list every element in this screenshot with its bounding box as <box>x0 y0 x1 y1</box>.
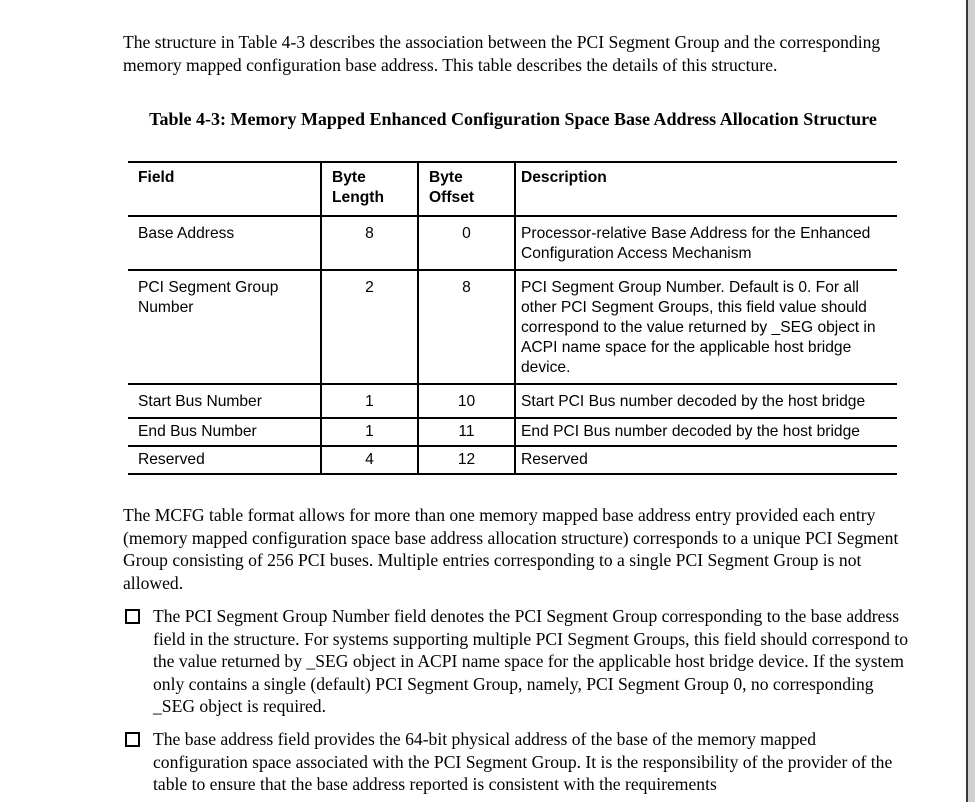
cell-length: 1 <box>321 418 418 446</box>
cell-length: 8 <box>321 216 418 270</box>
cell-length: 4 <box>321 446 418 474</box>
cell-length: 2 <box>321 270 418 384</box>
cell-description: Reserved <box>515 446 897 474</box>
page-edge-border <box>966 0 968 802</box>
cell-description: End PCI Bus number decoded by the host bridge <box>515 418 897 446</box>
cell-offset: 12 <box>418 446 515 474</box>
viewer-scrollbar-track[interactable] <box>968 0 975 802</box>
mcfg-paragraph: The MCFG table format allows for more than one memory mapped base address entry provided each entry (memory mapped configuration space base address allocation structure) corresponds to a unique PCI Segment Group consisting of 256 PCI buses. Multiple entries corresponding to a single PCI Segment Group is not allowed. <box>123 505 899 593</box>
header-byte-length: Byte Length <box>321 162 418 216</box>
intro-paragraph: The structure in Table 4-3 describes the association between the PCI Segment Group and the corresponding memory mapped configuration base address. This table describes the details of this structure. <box>123 32 881 75</box>
list-item <box>123 605 913 718</box>
cell-offset: 0 <box>418 216 515 270</box>
table-row <box>128 384 897 418</box>
list-item <box>123 728 913 796</box>
cell-field: PCI Segment Group Number <box>138 279 279 316</box>
table-row <box>128 418 897 446</box>
header-byte-offset: Byte Offset <box>418 162 515 216</box>
cell-description: Processor-relative Base Address for the Enhanced Configuration Access Mechanism <box>515 216 897 270</box>
header-description: Description <box>515 162 897 216</box>
checkbox-bullet-icon <box>125 609 140 624</box>
cell-offset: 8 <box>418 270 515 384</box>
table-row <box>128 270 897 384</box>
table-row <box>128 446 897 474</box>
header-field: Field <box>138 169 175 186</box>
cell-field: Start Bus Number <box>138 393 262 410</box>
list-item-text: The PCI Segment Group Number field denotes the PCI Segment Group corresponding to the base address field in the structure. For systems supporting multiple PCI Segment Groups, this field should correspond to the value returned by _SEG object in ACPI name space for the applicable host bridge device. If the system only contains a single (default) PCI Segment Group, namely, PCI Segment Group 0, no corresponding _SEG object is required. <box>153 606 908 716</box>
cell-offset: 11 <box>418 418 515 446</box>
table-row <box>128 216 897 270</box>
cell-field: Reserved <box>138 451 205 468</box>
cell-description: PCI Segment Group Number. Default is 0. For all other PCI Segment Groups, this field value should correspond to the value returned by _SEG object in ACPI name space for the applicable host bridge device. <box>515 270 897 384</box>
cell-field: Base Address <box>138 225 235 242</box>
cell-description: Start PCI Bus number decoded by the host bridge <box>515 384 897 418</box>
cell-length: 1 <box>321 384 418 418</box>
table-caption: Table 4-3: Memory Mapped Enhanced Configuration Space Base Address Allocation Structure <box>149 109 877 129</box>
table-header-row <box>128 162 897 216</box>
cell-field: End Bus Number <box>138 423 257 440</box>
structure-table <box>128 161 897 475</box>
list-item-text: The base address field provides the 64-bit physical address of the base of the memory mapped configuration space associated with the PCI Segment Group. It is the responsibility of the provider of the table to ensure that the base address reported is consistent with the requirements <box>153 729 893 794</box>
cell-offset: 10 <box>418 384 515 418</box>
checkbox-bullet-icon <box>125 732 140 747</box>
